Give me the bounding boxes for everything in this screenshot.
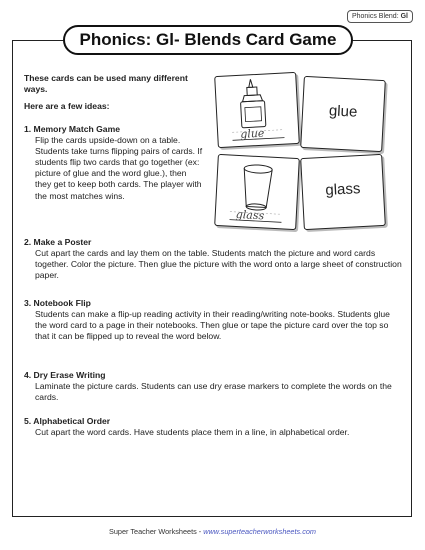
idea-alphabetical-order xyxy=(24,416,404,438)
glue-word: glue xyxy=(328,102,358,121)
glue-word-card xyxy=(300,76,386,152)
idea-body: Cut apart the word cards. Have students place them in a line, in alphabetical order. xyxy=(35,427,350,438)
glass-icon xyxy=(215,155,299,229)
idea-heading: 5. Alphabetical Order xyxy=(24,416,111,426)
tag-value: Gl xyxy=(400,13,408,20)
glue-handwritten-label: glue xyxy=(239,126,265,141)
idea-heading: 2. Make a Poster xyxy=(24,237,92,247)
idea-heading: 4. Dry Erase Writing xyxy=(24,370,106,380)
glass-word-card xyxy=(300,154,386,230)
footer-url[interactable]: www.superteacherworksheets.com xyxy=(203,527,316,536)
idea-dry-erase xyxy=(24,370,404,403)
glue-picture-card xyxy=(214,72,300,148)
idea-memory-match xyxy=(24,124,204,202)
idea-body: Students can make a flip-up reading activity in their reading/writing note-books. Students glue the word card to a page in their notebooks. Then glue or tape the picture card over the top so that it can be flipped up to reveal the word below. xyxy=(35,309,390,342)
glue-bottle-icon xyxy=(215,73,299,147)
phonics-blend-tag xyxy=(347,10,413,23)
tag-label: Phonics Blend: xyxy=(351,13,399,20)
ideas-intro: Here are a few ideas: xyxy=(24,101,110,111)
idea-make-poster xyxy=(24,237,404,281)
glass-word: glass xyxy=(324,180,361,199)
idea-body: Flip the cards upside-down on a table. Students take turns flipping pairs of cards. If students flip two cards that go together (ex: picture of glue and the word glue.), then they get to keep both cards. The player with the most matches wins. xyxy=(35,135,203,201)
glass-picture-card xyxy=(214,154,300,230)
idea-body: Cut apart the cards and lay them on the table. Students match the picture and word cards together. Color the picture. Then glue the picture with the word onto a large sheet of construction paper. xyxy=(35,248,402,281)
footer xyxy=(0,527,425,536)
idea-body: Laminate the picture cards. Students can use dry erase markers to complete the words on the cards. xyxy=(35,381,392,403)
page-title: Phonics: Gl- Blends Card Game xyxy=(63,25,353,55)
footer-text: Super Teacher Worksheets - xyxy=(109,527,204,536)
glass-handwritten-label: glass xyxy=(235,207,265,223)
idea-notebook-flip xyxy=(24,298,404,342)
intro-text: These cards can be used many different ways. xyxy=(24,73,188,94)
idea-heading: 3. Notebook Flip xyxy=(24,298,91,308)
idea-heading: 1. Memory Match Game xyxy=(24,124,120,134)
